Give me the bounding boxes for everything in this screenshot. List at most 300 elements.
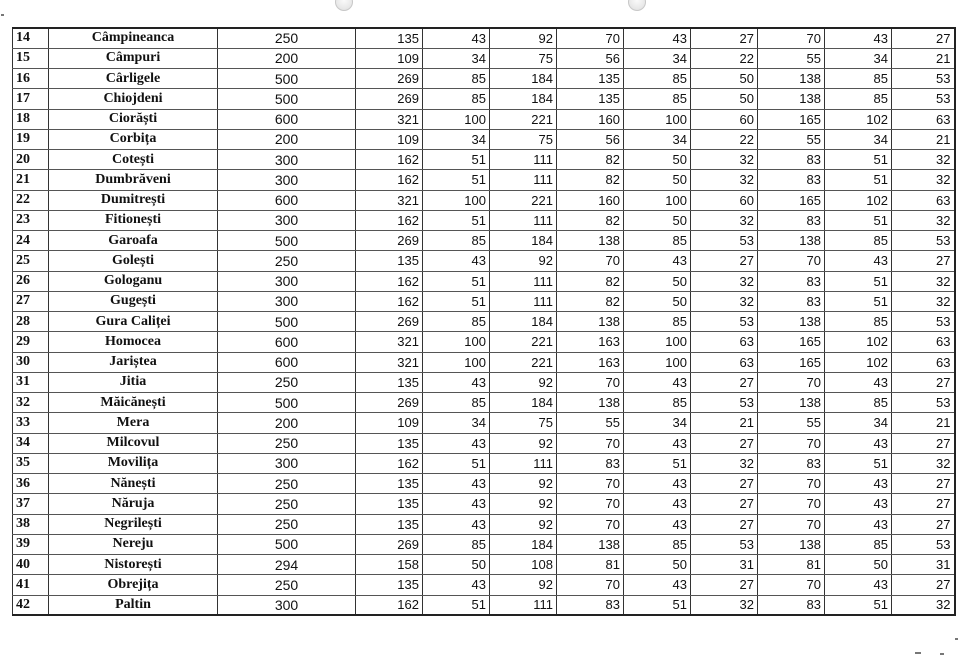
value-cell: 160 (557, 109, 624, 129)
value-cell: 92 (490, 575, 557, 595)
table-row (13, 393, 955, 413)
value-cell: 85 (423, 312, 490, 332)
value-cell: 83 (758, 170, 825, 190)
value-cell: 51 (825, 150, 892, 170)
value-cell: 83 (557, 595, 624, 615)
value-cell: 92 (490, 251, 557, 271)
row-number: 32 (13, 393, 49, 413)
value-cell: 51 (825, 453, 892, 473)
value-cell: 32 (892, 170, 955, 190)
value-cell: 32 (691, 595, 758, 615)
locality-name: Chiojdeni (49, 89, 218, 109)
value-cell: 34 (423, 48, 490, 68)
table-row (13, 453, 955, 473)
value-cell: 100 (423, 190, 490, 210)
row-number: 34 (13, 433, 49, 453)
value-cell: 31 (892, 555, 955, 575)
value-cell: 111 (490, 595, 557, 615)
value-cell: 27 (691, 372, 758, 392)
locality-name: Câmpineanca (49, 28, 218, 48)
value-cell: 269 (356, 393, 423, 413)
value-cell: 163 (557, 352, 624, 372)
value-cell: 21 (691, 413, 758, 433)
value-cell: 83 (758, 291, 825, 311)
value-cell: 75 (490, 48, 557, 68)
value-cell: 34 (624, 413, 691, 433)
value-cell: 43 (423, 494, 490, 514)
value-cell: 43 (825, 575, 892, 595)
value-cell: 43 (624, 433, 691, 453)
value-cell: 85 (624, 534, 691, 554)
value-cell: 34 (423, 413, 490, 433)
value-cell: 138 (557, 393, 624, 413)
locality-name: Jitia (49, 372, 218, 392)
value-cell: 102 (825, 109, 892, 129)
value-cell: 53 (892, 69, 955, 89)
value-cell: 43 (423, 433, 490, 453)
value-cell: 83 (557, 453, 624, 473)
total-cell: 600 (218, 352, 356, 372)
value-cell: 221 (490, 190, 557, 210)
row-number: 39 (13, 534, 49, 554)
value-cell: 56 (557, 48, 624, 68)
value-cell: 43 (624, 28, 691, 48)
total-cell: 300 (218, 271, 356, 291)
row-number: 26 (13, 271, 49, 291)
value-cell: 138 (758, 89, 825, 109)
total-cell: 500 (218, 534, 356, 554)
value-cell: 55 (758, 48, 825, 68)
table-row (13, 433, 955, 453)
table-row (13, 69, 955, 89)
value-cell: 85 (825, 393, 892, 413)
locality-name: Gura Caliței (49, 312, 218, 332)
value-cell: 221 (490, 109, 557, 129)
value-cell: 70 (557, 474, 624, 494)
value-cell: 27 (691, 575, 758, 595)
value-cell: 162 (356, 595, 423, 615)
row-number: 19 (13, 129, 49, 149)
value-cell: 111 (490, 170, 557, 190)
value-cell: 51 (825, 291, 892, 311)
value-cell: 162 (356, 210, 423, 230)
value-cell: 31 (691, 555, 758, 575)
value-cell: 138 (758, 69, 825, 89)
total-cell: 500 (218, 231, 356, 251)
value-cell: 75 (490, 413, 557, 433)
table-row (13, 291, 955, 311)
value-cell: 70 (758, 433, 825, 453)
value-cell: 50 (825, 555, 892, 575)
value-cell: 32 (892, 150, 955, 170)
value-cell: 63 (892, 332, 955, 352)
value-cell: 82 (557, 150, 624, 170)
scan-mark (915, 652, 921, 654)
value-cell: 85 (423, 89, 490, 109)
value-cell: 92 (490, 514, 557, 534)
value-cell: 60 (691, 190, 758, 210)
value-cell: 184 (490, 312, 557, 332)
table-row (13, 48, 955, 68)
total-cell: 250 (218, 575, 356, 595)
value-cell: 51 (423, 595, 490, 615)
value-cell: 34 (624, 129, 691, 149)
localities-table (12, 27, 956, 616)
row-number: 42 (13, 595, 49, 615)
total-cell: 294 (218, 555, 356, 575)
value-cell: 53 (892, 534, 955, 554)
value-cell: 184 (490, 393, 557, 413)
value-cell: 135 (557, 89, 624, 109)
value-cell: 27 (691, 251, 758, 271)
value-cell: 60 (691, 109, 758, 129)
locality-name: Dumitrești (49, 190, 218, 210)
locality-name: Câmpuri (49, 48, 218, 68)
value-cell: 21 (892, 413, 955, 433)
value-cell: 43 (624, 494, 691, 514)
total-cell: 250 (218, 28, 356, 48)
value-cell: 32 (892, 271, 955, 291)
table-row (13, 150, 955, 170)
value-cell: 85 (423, 534, 490, 554)
locality-name: Gugești (49, 291, 218, 311)
row-number: 22 (13, 190, 49, 210)
value-cell: 85 (825, 89, 892, 109)
value-cell: 92 (490, 494, 557, 514)
value-cell: 70 (758, 28, 825, 48)
value-cell: 27 (691, 474, 758, 494)
value-cell: 184 (490, 534, 557, 554)
value-cell: 100 (423, 109, 490, 129)
row-number: 35 (13, 453, 49, 473)
value-cell: 32 (691, 291, 758, 311)
value-cell: 56 (557, 129, 624, 149)
value-cell: 138 (758, 393, 825, 413)
row-number: 36 (13, 474, 49, 494)
value-cell: 102 (825, 190, 892, 210)
locality-name: Nereju (49, 534, 218, 554)
value-cell: 53 (892, 312, 955, 332)
value-cell: 135 (356, 372, 423, 392)
value-cell: 51 (825, 271, 892, 291)
value-cell: 70 (557, 28, 624, 48)
table-row (13, 534, 955, 554)
value-cell: 53 (892, 393, 955, 413)
value-cell: 85 (825, 534, 892, 554)
value-cell: 85 (624, 231, 691, 251)
value-cell: 27 (892, 372, 955, 392)
scan-mark (955, 638, 958, 640)
value-cell: 75 (490, 129, 557, 149)
total-cell: 600 (218, 190, 356, 210)
total-cell: 500 (218, 312, 356, 332)
value-cell: 85 (624, 69, 691, 89)
value-cell: 269 (356, 312, 423, 332)
value-cell: 50 (624, 291, 691, 311)
value-cell: 162 (356, 291, 423, 311)
table-row (13, 170, 955, 190)
row-number: 14 (13, 28, 49, 48)
locality-name: Jariștea (49, 352, 218, 372)
value-cell: 32 (691, 150, 758, 170)
value-cell: 221 (490, 352, 557, 372)
value-cell: 27 (892, 251, 955, 271)
value-cell: 27 (892, 433, 955, 453)
value-cell: 162 (356, 453, 423, 473)
value-cell: 27 (691, 514, 758, 534)
row-number: 33 (13, 413, 49, 433)
value-cell: 43 (825, 514, 892, 534)
value-cell: 100 (624, 109, 691, 129)
value-cell: 111 (490, 210, 557, 230)
value-cell: 92 (490, 433, 557, 453)
table-row (13, 28, 955, 48)
value-cell: 135 (557, 69, 624, 89)
value-cell: 165 (758, 109, 825, 129)
locality-name: Movilița (49, 453, 218, 473)
table-row (13, 129, 955, 149)
value-cell: 27 (892, 575, 955, 595)
value-cell: 138 (758, 534, 825, 554)
value-cell: 51 (423, 150, 490, 170)
value-cell: 43 (624, 372, 691, 392)
value-cell: 27 (691, 28, 758, 48)
value-cell: 32 (691, 271, 758, 291)
value-cell: 43 (825, 251, 892, 271)
value-cell: 50 (691, 69, 758, 89)
value-cell: 43 (624, 251, 691, 271)
value-cell: 53 (691, 393, 758, 413)
value-cell: 109 (356, 129, 423, 149)
value-cell: 34 (825, 48, 892, 68)
table-row (13, 312, 955, 332)
binder-hole (628, 0, 646, 11)
value-cell: 165 (758, 352, 825, 372)
table-row (13, 210, 955, 230)
table-row (13, 595, 955, 615)
value-cell: 70 (758, 575, 825, 595)
row-number: 16 (13, 69, 49, 89)
value-cell: 34 (423, 129, 490, 149)
value-cell: 82 (557, 170, 624, 190)
row-number: 30 (13, 352, 49, 372)
value-cell: 85 (825, 69, 892, 89)
value-cell: 102 (825, 332, 892, 352)
value-cell: 82 (557, 271, 624, 291)
value-cell: 100 (423, 352, 490, 372)
value-cell: 184 (490, 231, 557, 251)
table-row (13, 575, 955, 595)
value-cell: 111 (490, 291, 557, 311)
scan-mark (940, 653, 944, 655)
value-cell: 83 (758, 271, 825, 291)
locality-name: Paltin (49, 595, 218, 615)
value-cell: 63 (892, 352, 955, 372)
total-cell: 250 (218, 372, 356, 392)
value-cell: 109 (356, 413, 423, 433)
value-cell: 43 (423, 28, 490, 48)
value-cell: 43 (624, 514, 691, 534)
value-cell: 85 (825, 231, 892, 251)
locality-name: Negrilești (49, 514, 218, 534)
value-cell: 83 (758, 150, 825, 170)
value-cell: 85 (423, 231, 490, 251)
value-cell: 321 (356, 352, 423, 372)
value-cell: 51 (825, 210, 892, 230)
value-cell: 51 (825, 170, 892, 190)
value-cell: 92 (490, 474, 557, 494)
value-cell: 50 (691, 89, 758, 109)
value-cell: 53 (691, 231, 758, 251)
table-row (13, 372, 955, 392)
value-cell: 53 (892, 89, 955, 109)
value-cell: 43 (825, 28, 892, 48)
row-number: 24 (13, 231, 49, 251)
table-row (13, 474, 955, 494)
value-cell: 22 (691, 129, 758, 149)
locality-name: Nistorești (49, 555, 218, 575)
value-cell: 85 (624, 89, 691, 109)
value-cell: 85 (825, 312, 892, 332)
value-cell: 138 (758, 312, 825, 332)
value-cell: 55 (557, 413, 624, 433)
value-cell: 100 (423, 332, 490, 352)
locality-name: Milcovul (49, 433, 218, 453)
value-cell: 50 (624, 555, 691, 575)
total-cell: 250 (218, 494, 356, 514)
value-cell: 70 (557, 494, 624, 514)
value-cell: 83 (758, 453, 825, 473)
row-number: 31 (13, 372, 49, 392)
value-cell: 100 (624, 332, 691, 352)
value-cell: 27 (892, 494, 955, 514)
value-cell: 135 (356, 514, 423, 534)
locality-name: Năruja (49, 494, 218, 514)
value-cell: 162 (356, 170, 423, 190)
total-cell: 250 (218, 474, 356, 494)
value-cell: 51 (423, 453, 490, 473)
row-number: 38 (13, 514, 49, 534)
value-cell: 165 (758, 332, 825, 352)
locality-name: Homocea (49, 332, 218, 352)
value-cell: 138 (758, 231, 825, 251)
locality-name: Dumbrăveni (49, 170, 218, 190)
value-cell: 111 (490, 453, 557, 473)
value-cell: 135 (356, 474, 423, 494)
value-cell: 53 (691, 312, 758, 332)
locality-name: Garoafa (49, 231, 218, 251)
value-cell: 83 (758, 210, 825, 230)
value-cell: 50 (624, 150, 691, 170)
value-cell: 43 (825, 474, 892, 494)
row-number: 29 (13, 332, 49, 352)
row-number: 18 (13, 109, 49, 129)
value-cell: 81 (557, 555, 624, 575)
table-row (13, 109, 955, 129)
value-cell: 135 (356, 433, 423, 453)
value-cell: 111 (490, 150, 557, 170)
value-cell: 51 (423, 170, 490, 190)
value-cell: 43 (423, 575, 490, 595)
locality-name: Golești (49, 251, 218, 271)
value-cell: 165 (758, 190, 825, 210)
value-cell: 135 (356, 28, 423, 48)
locality-name: Ciorăști (49, 109, 218, 129)
value-cell: 50 (423, 555, 490, 575)
total-cell: 300 (218, 170, 356, 190)
value-cell: 70 (758, 514, 825, 534)
value-cell: 43 (624, 474, 691, 494)
total-cell: 300 (218, 210, 356, 230)
value-cell: 70 (557, 575, 624, 595)
locality-name: Cotești (49, 150, 218, 170)
value-cell: 321 (356, 109, 423, 129)
value-cell: 158 (356, 555, 423, 575)
value-cell: 70 (557, 372, 624, 392)
value-cell: 81 (758, 555, 825, 575)
value-cell: 82 (557, 291, 624, 311)
value-cell: 50 (624, 210, 691, 230)
value-cell: 55 (758, 413, 825, 433)
value-cell: 51 (423, 291, 490, 311)
locality-name: Măicănești (49, 393, 218, 413)
value-cell: 21 (892, 48, 955, 68)
value-cell: 32 (892, 210, 955, 230)
value-cell: 109 (356, 48, 423, 68)
value-cell: 92 (490, 372, 557, 392)
row-number: 25 (13, 251, 49, 271)
table-row (13, 89, 955, 109)
total-cell: 200 (218, 413, 356, 433)
locality-name: Corbița (49, 129, 218, 149)
value-cell: 55 (758, 129, 825, 149)
total-cell: 300 (218, 150, 356, 170)
value-cell: 43 (423, 474, 490, 494)
value-cell: 32 (892, 453, 955, 473)
total-cell: 200 (218, 48, 356, 68)
total-cell: 600 (218, 332, 356, 352)
value-cell: 34 (624, 48, 691, 68)
value-cell: 184 (490, 89, 557, 109)
value-cell: 51 (825, 595, 892, 615)
value-cell: 63 (892, 190, 955, 210)
value-cell: 32 (892, 595, 955, 615)
value-cell: 27 (892, 474, 955, 494)
value-cell: 221 (490, 332, 557, 352)
value-cell: 135 (356, 575, 423, 595)
value-cell: 135 (356, 251, 423, 271)
locality-name: Fitionești (49, 210, 218, 230)
value-cell: 162 (356, 150, 423, 170)
row-number: 27 (13, 291, 49, 311)
table-row (13, 494, 955, 514)
value-cell: 53 (892, 231, 955, 251)
value-cell: 43 (423, 372, 490, 392)
total-cell: 250 (218, 433, 356, 453)
total-cell: 250 (218, 251, 356, 271)
value-cell: 163 (557, 332, 624, 352)
value-cell: 70 (758, 494, 825, 514)
table-row (13, 413, 955, 433)
value-cell: 85 (423, 393, 490, 413)
value-cell: 160 (557, 190, 624, 210)
value-cell: 321 (356, 190, 423, 210)
value-cell: 27 (892, 28, 955, 48)
value-cell: 70 (557, 433, 624, 453)
value-cell: 70 (557, 514, 624, 534)
table-row (13, 514, 955, 534)
row-number: 40 (13, 555, 49, 575)
